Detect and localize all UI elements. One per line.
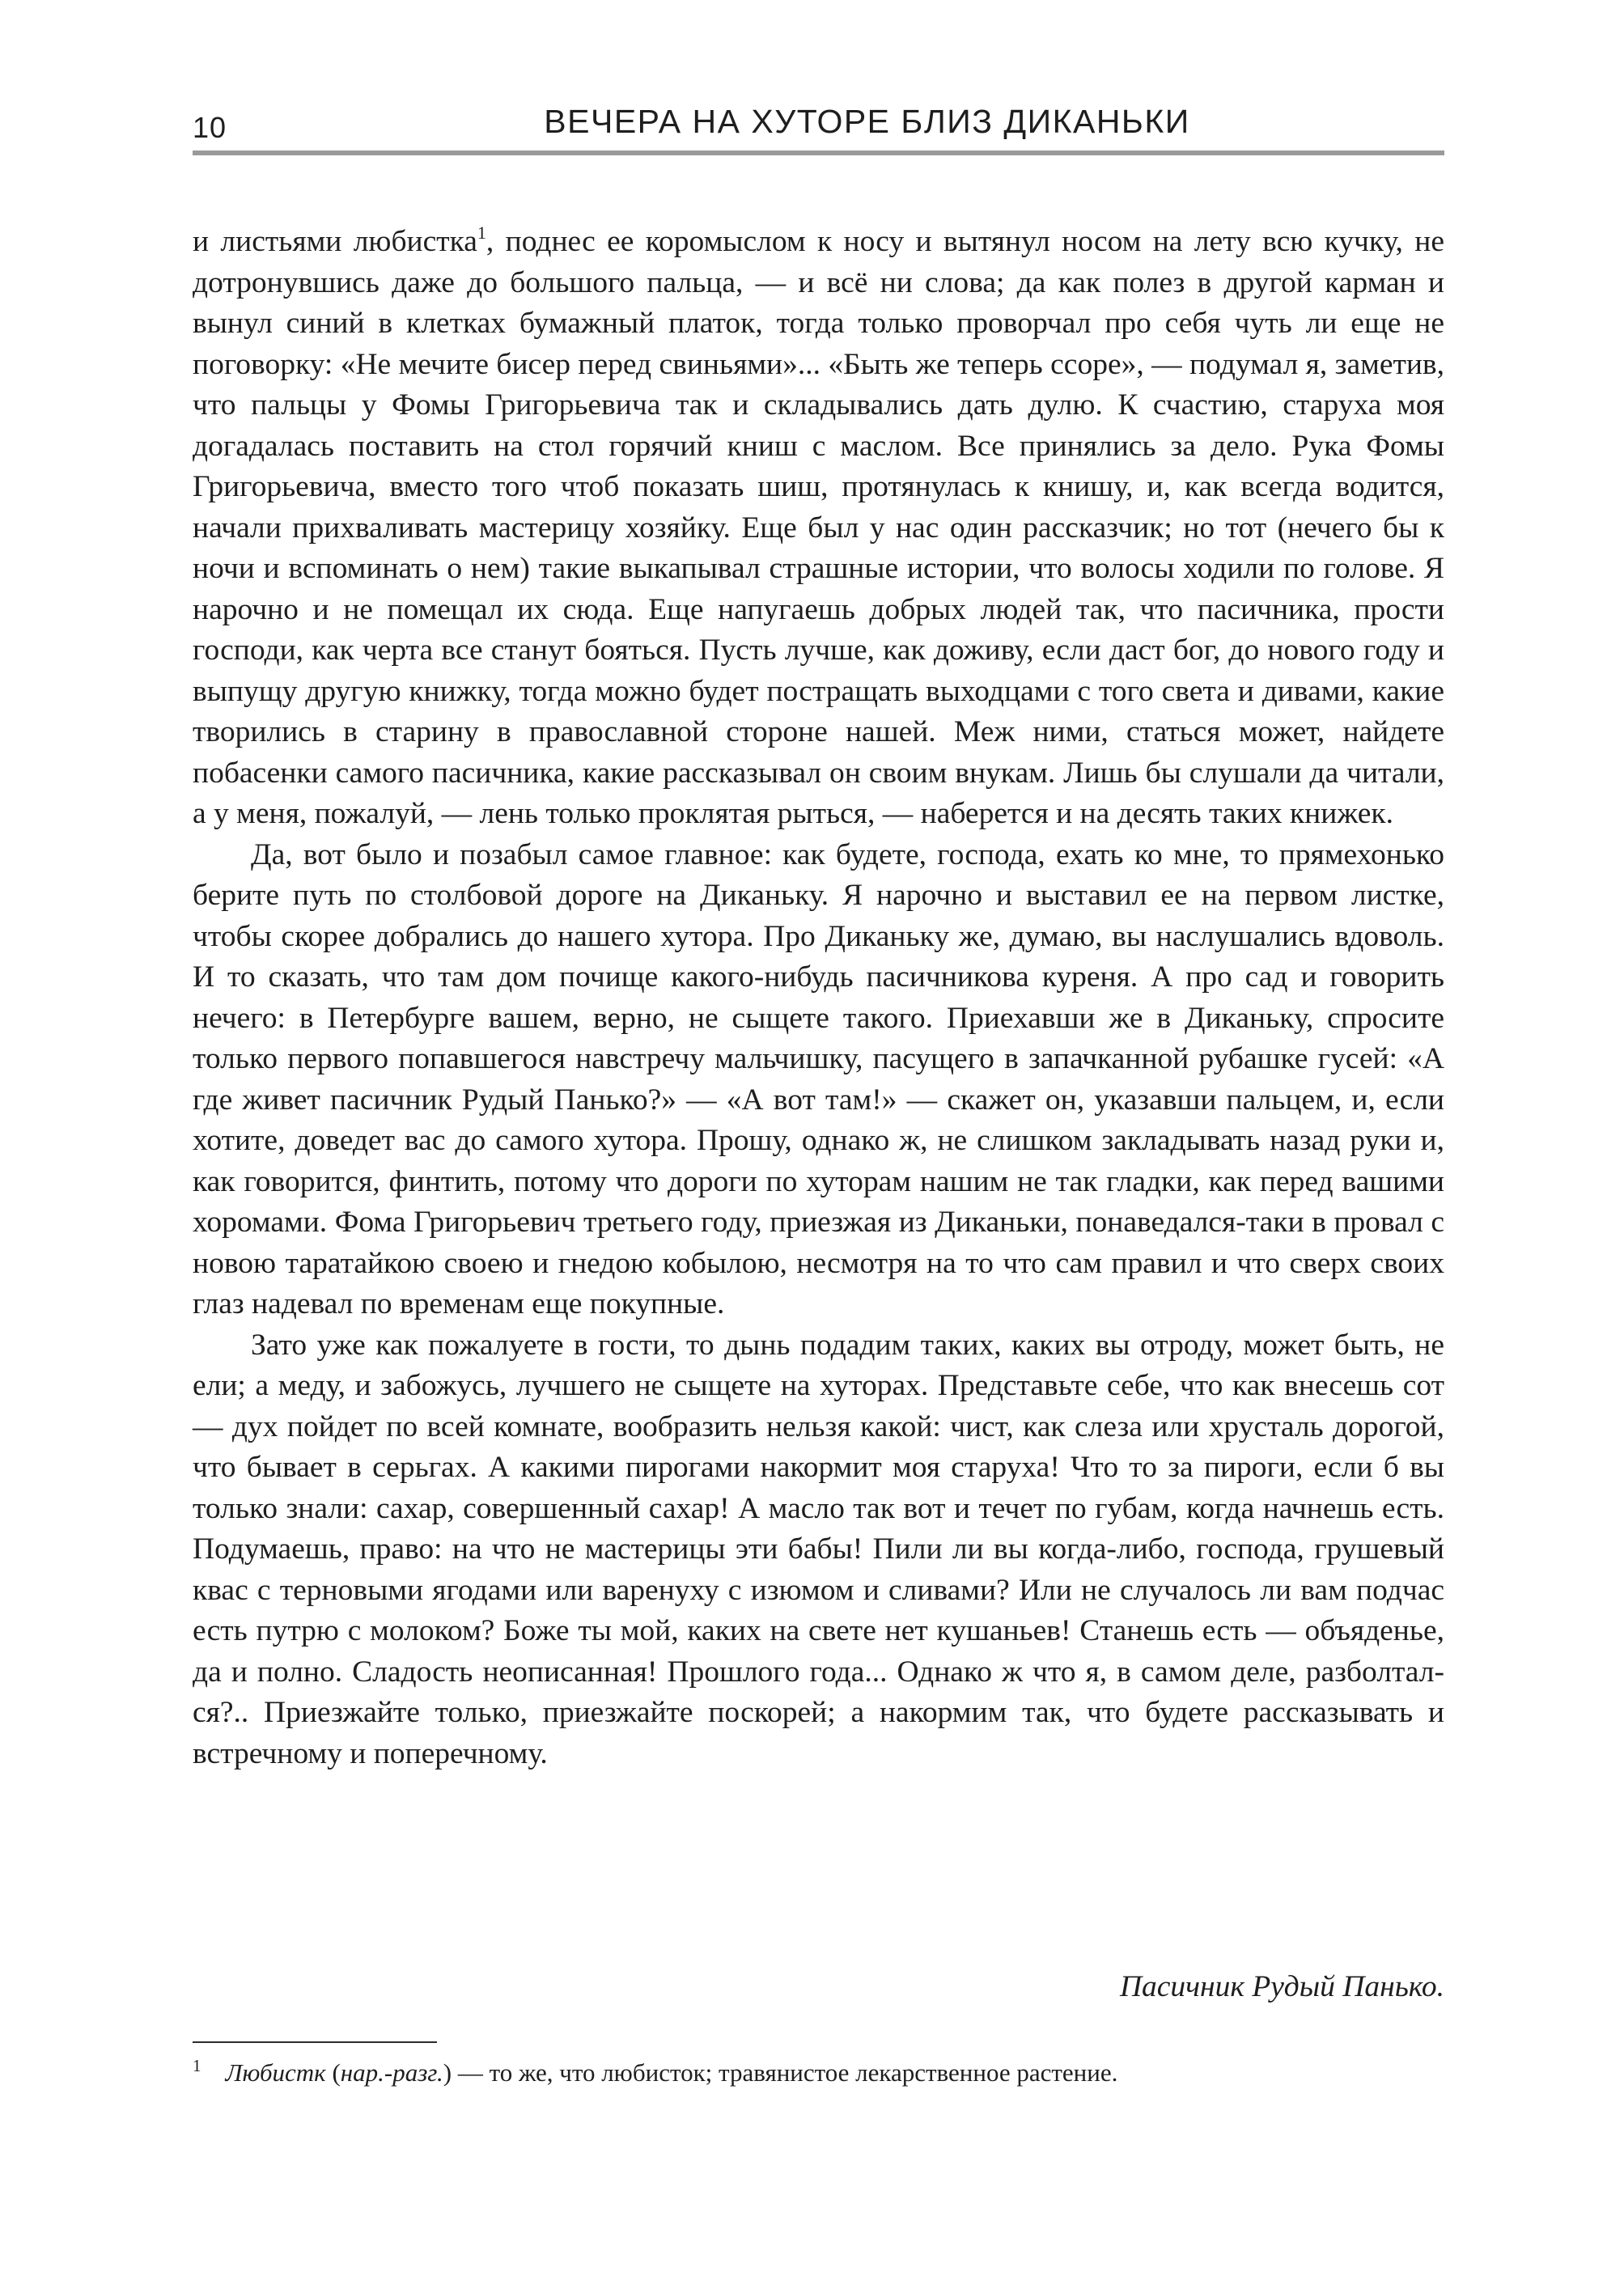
paragraph-1-start: и листьями любистка <box>193 225 477 258</box>
body-text <box>193 222 1444 1774</box>
running-title: ВЕЧЕРА НА ХУТОРЕ БЛИЗ ДИКАНЬКИ <box>544 103 1190 140</box>
running-head <box>193 102 1444 150</box>
footnote-definition: — то же, что любисток; травянистое лекарственное растение. <box>452 2058 1118 2087</box>
footnote-open-paren: ( <box>325 2058 341 2087</box>
footnote-term: Любистк <box>225 2058 326 2087</box>
paragraph-1-rest: , поднес ее коромыслом к носу и вытянул носом на лету всю кучку, не дотронувшись даже до большого пальца, — и всё ни слова; да как полез в другой карман и вынул синий в клетках бумажный платок, тогда только проворчал про себя чуть ли еще не поговорку: «Не мечите бисер перед свиньями»... «Быть же теперь ссоре», — подумал я, заметив, что пальцы у Фомы Григорьевича так и складывались дать дулю. К счастию, старуха моя догадалась поставить на стол горячий книш с маслом. Все принялись за дело. Рука Фомы Григорьевича, вместо того чтоб показать шиш, протянулась к книшу, и, как всегда водится, начали прихваливать мастерицу хозяйку. Еще был у нас один рассказчик; но тот (нечего бы к ночи и вспоминать о нем) такие выкапывал страшные истории, что волосы ходили по голове. Я нарочно и не помещал их сюда. Еще напугаешь добрых людей так, что пасичника, прости господи, как черта все станут бояться. Пусть лучше, как доживу, если даст бог, до нового году и выпущу другую книжку, тогда можно будет постращать выходцами с того света и дивами, какие творились в старину в православной стороне нашей. Меж ними, статься может, найдете побасенки самого пасичника, какие рассказывал он своим внукам. Лишь бы слушали да читали, а у меня, пожалуй, — лень только проклятая рыться, — наберется и на десять таких книжек. <box>193 225 1444 830</box>
footnote-reference[interactable]: 1 <box>477 223 486 243</box>
header-rule <box>193 150 1444 155</box>
paragraph-1 <box>193 222 1444 835</box>
footnote-qualifier: нар.-разг. <box>340 2058 443 2087</box>
author-signature: Пасичник Рудый Панько. <box>1119 1970 1444 2003</box>
footnote-rule <box>193 2041 437 2043</box>
paragraph-2: Да, вот было и позабыл самое главное: как будете, господа, ехать ко мне, то прямехонько берите путь по столбовой дороге на Диканьку. Я нарочно и выставил ее на первом листке, чтобы скорее добрались до нашего хутора. Про Диканьку же, думаю, вы наслушались вдоволь. И то сказать, что там дом почище какого-нибудь пасичникова куреня. А про сад и говорить нечего: в Петербурге вашем, верно, не сыщете такого. Приехавши же в Диканьку, спросите только первого попавшегося навстречу мальчишку, пасущего в запачканной рубашке гусей: «А где живет пасичник Рудый Панько?» — «А вот там!» — скажет он, указавши пальцем, и, если хотите, доведет вас до самого хутора. Прошу, однако ж, не слишком закладывать назад руки и, как говорится, финтить, потому что дороги по хуторам нашим не так гладки, как перед вашими хоромами. Фома Григорьевич третьего году, приезжая из Диканьки, понаведался-таки в провал с новою таратайкою своею и гнедою кобылою, несмотря на то что сам правил и что сверх своих глаз надевал по временам еще покупные. <box>193 837 1444 1320</box>
footnote-close-paren: ) <box>443 2058 452 2087</box>
page-number: 10 <box>193 111 227 144</box>
footnote-number: 1 <box>193 2056 201 2075</box>
paragraph-3: Зато уже как пожалуете в гости, то дынь подадим таких, каких вы отроду, может быть, не ели; а меду, и забожусь, лучшего не сыщете на хуторах. Представьте себе, что как внесешь сот — дух пойдет по всей комнате, вообразить нельзя какой: чист, как слеза или хрусталь дорогой, что бывает в серьгах. А какими пирогами накормит моя старуха! Что то за пироги, если б вы только знали: сахар, совершенный сахар! А масло так вот и течет по губам, когда начнешь есть. Подумаешь, право: на что не мастерицы эти бабы! Пили ли вы когда-либо, господа, грушевый квас с терновыми ягодами или варенуху с изюмом и сливами? Или не случалось ли вам подчас есть путрю с молоком? Боже ты мой, каких на свете нет кушаньев! Станешь есть — объяденье, да и полно. Сладость неописанная! Прошлого года... Однако ж что я, в самом деле, разболтался?.. Приезжайте только, приезжайте поскорей; а накормим так, что будете рассказывать и встречному и поперечному. <box>193 1328 1444 1770</box>
footnote <box>193 2055 1444 2091</box>
